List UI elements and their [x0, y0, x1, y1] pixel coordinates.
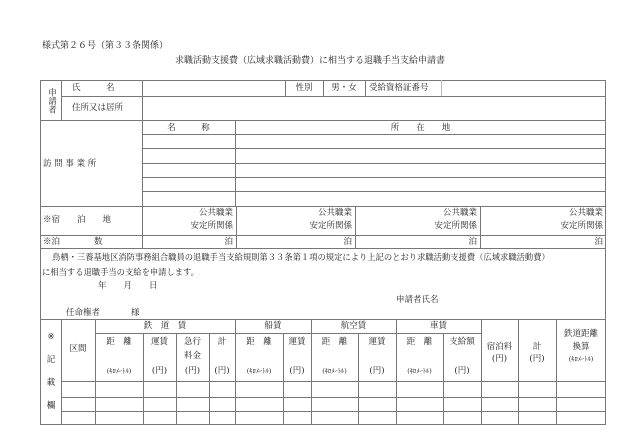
lodging-fee-header: 宿泊料	[486, 342, 513, 352]
form-number: 様式第２６号（第３３条関係）	[42, 41, 169, 51]
office-label: 公共職業	[442, 208, 477, 218]
ship-fare-header: 運賃	[288, 337, 306, 347]
sex-selector[interactable]: 男・女	[331, 83, 357, 93]
nights-unit: 泊	[468, 237, 477, 247]
cert-no-field[interactable]	[442, 81, 605, 95]
office-label: 安定所関係	[560, 221, 603, 231]
air-group-header: 航空賃	[340, 320, 367, 331]
air-distance-header: 距 離	[321, 337, 348, 347]
rail-conv-header-2: 換算	[572, 342, 590, 352]
nights-unit: 泊	[224, 237, 233, 247]
section-col-header: 区間	[69, 344, 87, 355]
car-pay-unit: (円)	[454, 366, 470, 376]
visit-row-3[interactable]	[143, 164, 605, 177]
form-title: 求職活動支援費（広域求職活動費）に相当する退職手当支給申請書	[175, 56, 446, 66]
visit-row-2[interactable]	[143, 149, 605, 162]
air-fare-header: 運賃	[368, 337, 386, 347]
address-field[interactable]	[143, 97, 605, 119]
car-group-header: 車賃	[429, 320, 447, 331]
visit-location-header: 所 在 地	[390, 123, 451, 133]
rail-total-header: 計	[217, 337, 227, 347]
rail-distance-header: 距 離	[106, 337, 132, 347]
car-distance-header: 距 離	[406, 337, 433, 347]
nights-label: ※泊 数	[43, 237, 103, 247]
rail-conv-unit: (ｷﾛﾒｰﾄﾙ)	[568, 355, 594, 363]
sex-label: 性別	[295, 83, 313, 93]
declaration-text-line2: に相当する退職手当の支給を申請します。	[42, 267, 199, 277]
office-label: 公共職業	[198, 208, 233, 218]
name-field[interactable]	[143, 81, 284, 95]
express-header-2: 料金	[183, 351, 201, 361]
express-unit: (円)	[184, 366, 201, 376]
applicant-section-label: 申請者	[46, 88, 57, 114]
car-pay-header: 支給額	[449, 337, 475, 347]
visit-row-4[interactable]	[143, 178, 605, 191]
grand-total-unit: (円)	[529, 354, 545, 364]
office-label: 安定所関係	[309, 221, 352, 231]
appointer-label: 任命権者	[66, 308, 101, 318]
air-fare-unit: (円)	[369, 366, 385, 376]
express-header-1: 急行	[183, 337, 201, 347]
lodging-place-label: ※宿 泊 地	[43, 215, 112, 225]
expense-row-3[interactable]	[62, 412, 605, 424]
visits-section-label: 訪 問 事 業 所	[43, 159, 97, 169]
rail-fare-header: 運賃	[150, 337, 168, 347]
applicant-name-label: 申請者氏名	[396, 295, 439, 305]
grand-total-header: 計	[532, 342, 542, 352]
visit-row-5[interactable]	[143, 192, 605, 205]
applicant-signature-field[interactable]	[446, 292, 596, 306]
rail-distance-unit: (ｷﾛﾒｰﾄﾙ)	[106, 367, 132, 375]
office-label: 安定所関係	[434, 221, 477, 231]
address-label: 住所又は居所	[72, 103, 124, 113]
date-field[interactable]: 年 月 日	[98, 281, 158, 291]
office-label: 公共職業	[568, 208, 603, 218]
nights-unit: 泊	[594, 237, 603, 247]
visit-row-1[interactable]	[143, 135, 605, 148]
ship-fare-unit: (円)	[289, 366, 305, 376]
air-distance-unit: (ｷﾛﾒｰﾄﾙ)	[322, 367, 347, 375]
office-label: 安定所関係	[190, 221, 233, 231]
rail-fare-unit: (円)	[151, 366, 168, 376]
visit-name-header: 名 称	[167, 123, 210, 133]
rail-group-header: 鉄 道 賃	[143, 320, 187, 331]
expense-side-label: ※ 記 載 欄	[46, 332, 56, 411]
ship-distance-unit: (ｷﾛﾒｰﾄﾙ)	[246, 367, 272, 375]
car-distance-unit: (ｷﾛﾒｰﾄﾙ)	[407, 367, 432, 375]
lodging-fee-unit: (円)	[491, 354, 508, 364]
ship-group-header: 船賃	[264, 320, 282, 331]
cert-no-label: 受給資格証番号	[369, 83, 429, 93]
nights-unit: 泊	[343, 237, 352, 247]
name-label: 氏 名	[72, 83, 115, 93]
office-label: 公共職業	[317, 208, 352, 218]
expense-row-2[interactable]	[62, 398, 605, 410]
honorific: 様	[131, 308, 140, 318]
expense-row-1[interactable]	[62, 382, 605, 396]
rail-total-unit: (円)	[214, 366, 230, 376]
declaration-text-line1: 鳥栖・三養基地区消防事務組合職員の退職手当支給規則第３３条第１項の規定により上記のとおり求職活動支援費（広域求職活動費）	[52, 252, 550, 262]
ship-distance-header: 距 離	[246, 337, 272, 347]
rail-conv-header-1: 鉄道距離	[563, 329, 598, 339]
